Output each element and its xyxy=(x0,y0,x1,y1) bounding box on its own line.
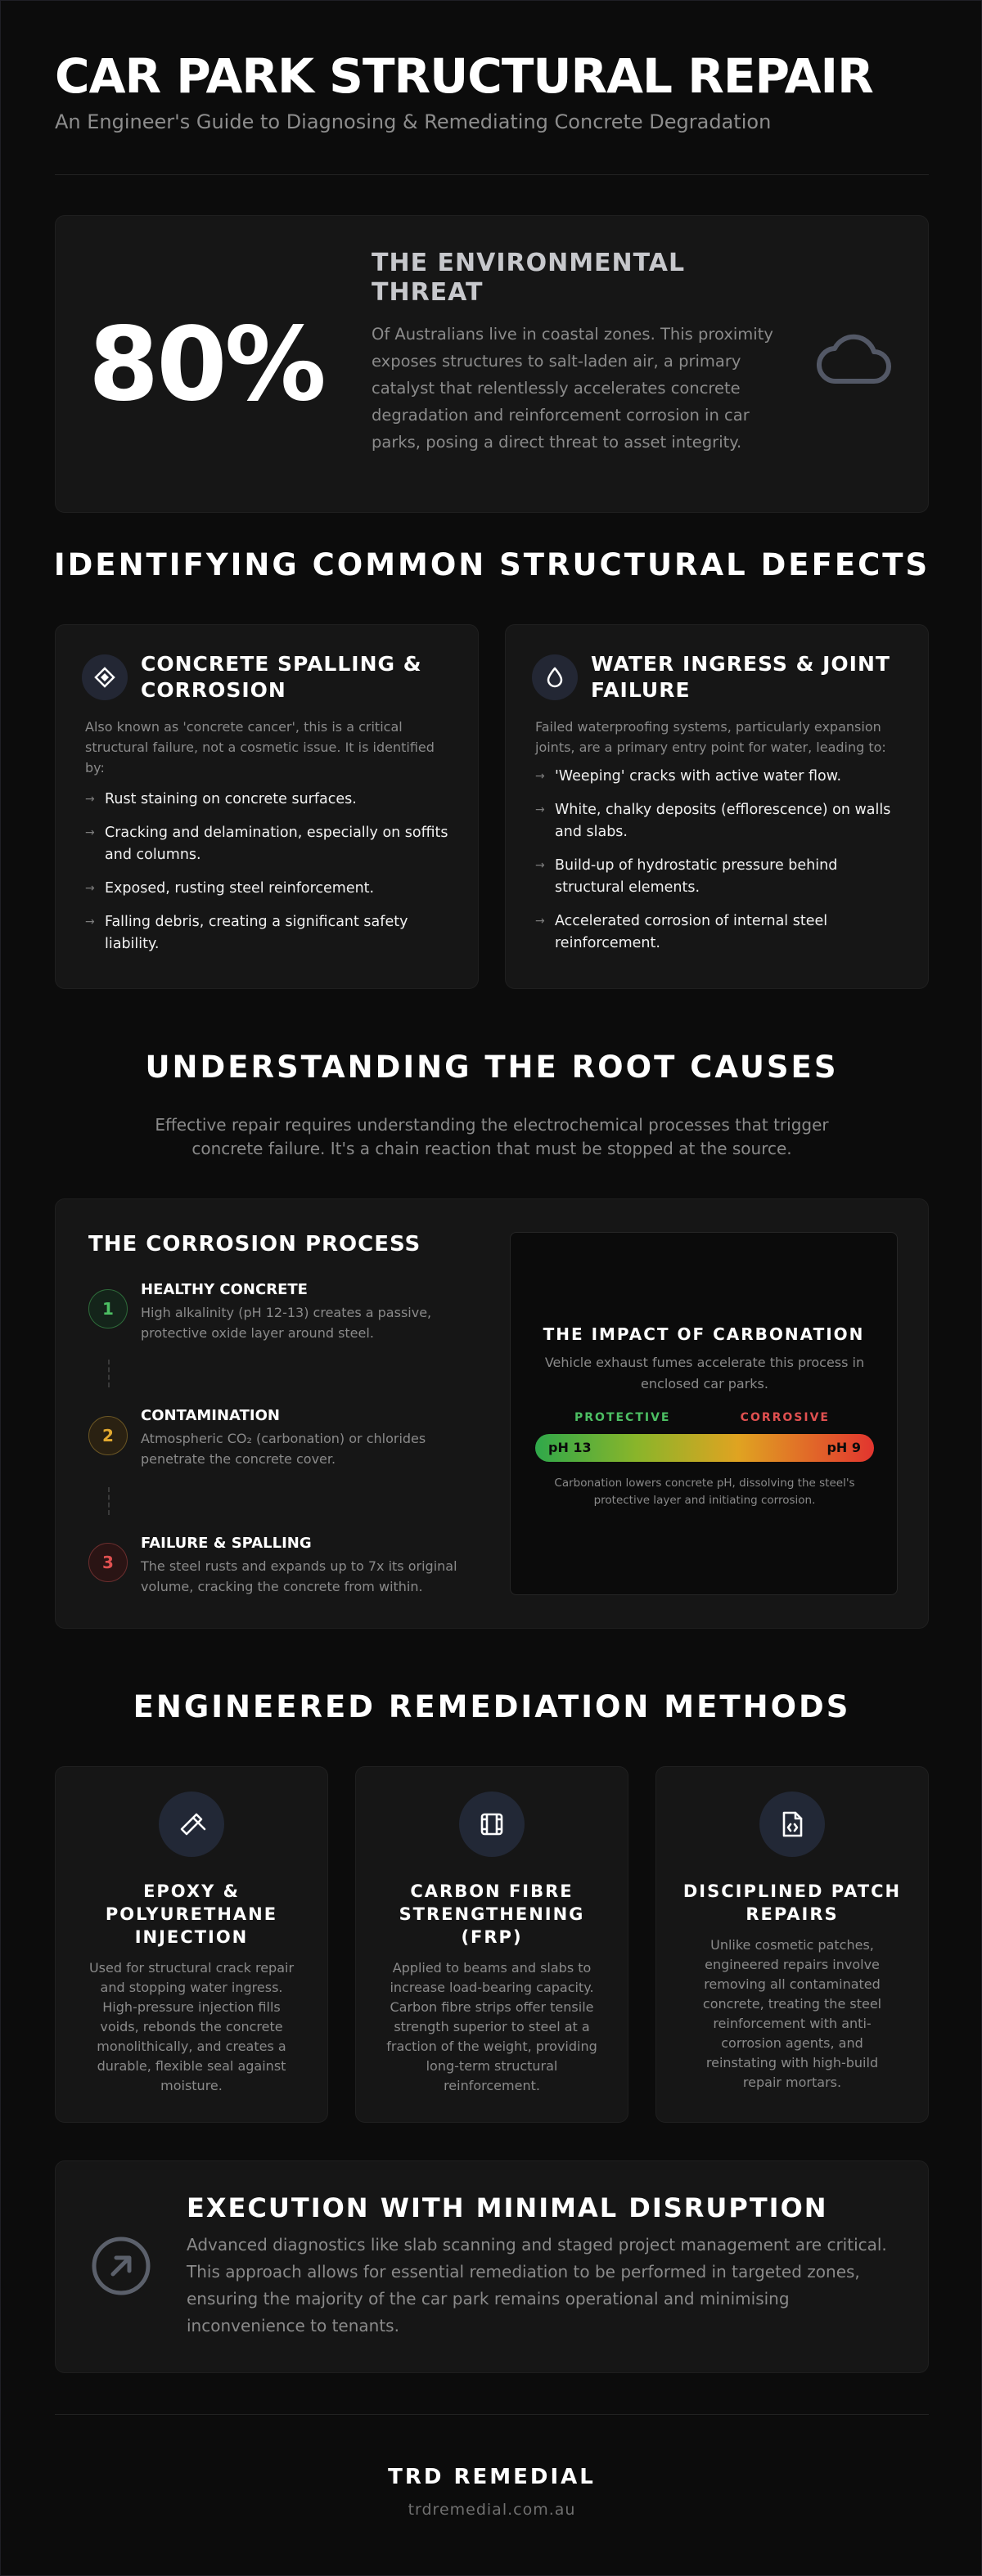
carbonation-panel xyxy=(510,1232,898,1595)
method-body: Unlike cosmetic patches, engineered repairs involve removing all contaminated concrete, treating the steel reinforcement with anti-corrosion agents, and reinstating with high-build repair mortars. xyxy=(702,1937,882,2090)
defect-card-water xyxy=(505,624,929,989)
page-title: CAR PARK STRUCTURAL REPAIR xyxy=(55,48,873,104)
list-item: → Cracking and delamination, especially on soffits and columns. xyxy=(85,822,453,866)
list-item: → White, chalky deposits (efflorescence) on walls and slabs. xyxy=(535,799,903,843)
threat-stat: 80% xyxy=(88,306,324,424)
cloud-icon xyxy=(817,330,894,391)
step-number: 1 xyxy=(88,1289,128,1328)
threat-heading: THE ENVIRONMENTAL THREAT xyxy=(372,249,686,307)
step-desc: The steel rusts and expands up to 7x its original volume, cracking the concrete from within. xyxy=(141,1558,457,1594)
arrow-right-icon: → xyxy=(535,915,545,928)
footer-company: TRD REMEDIAL xyxy=(388,2465,596,2489)
threat-body: Of Australians live in coastal zones. This proximity exposes structures to salt-laden air, a primary catalyst that relentlessly accelerates concrete degradation and reinforcement corrosion in car parks, posing a direct threat to asset integrity. xyxy=(372,325,773,452)
method-title: EPOXY & POLYURETHANE INJECTION xyxy=(105,1881,278,1947)
defect-card-spalling xyxy=(55,624,479,989)
list-item: → 'Weeping' cracks with active water flow. xyxy=(535,766,903,788)
ph-low-label: pH 9 xyxy=(827,1440,861,1455)
execution-heading: EXECUTION WITH MINIMAL DISRUPTION xyxy=(187,2192,828,2223)
method-body: Applied to beams and slabs to increase load-bearing capacity. Carbon fibre strips offer tensile strength superior to steel at a fraction of the weight, providing long-term structural reinforcement. xyxy=(386,1960,597,2093)
method-title: DISCIPLINED PATCH REPAIRS xyxy=(682,1881,902,1924)
arrow-right-icon: → xyxy=(535,803,545,816)
carbonation-note: Carbonation lowers concrete pH, dissolving the steel's protective layer and initiating corrosion. xyxy=(554,1477,855,1507)
droplet-icon xyxy=(532,654,578,700)
list-item: → Rust staining on concrete surfaces. xyxy=(85,789,453,811)
method-card-injection xyxy=(55,1766,328,2123)
defect-intro: Failed waterproofing systems, particularly expansion joints, are a primary entry point for water, leading to: xyxy=(535,719,886,755)
arrow-right-icon: → xyxy=(85,826,95,839)
step-connector-1 xyxy=(108,1360,110,1387)
defects-heading: IDENTIFYING COMMON STRUCTURAL DEFECTS xyxy=(53,547,930,582)
arrow-right-icon: → xyxy=(535,859,545,872)
step-title: FAILURE & SPALLING xyxy=(141,1535,312,1552)
arrow-right-icon: → xyxy=(535,770,545,783)
execution-body: Advanced diagnostics like slab scanning and staged project management are critical. This approach allows for essential remediation to be performed in targeted zones, ensuring the majority of the car park remains operational and minimising inconvenience to tenants. xyxy=(187,2235,887,2335)
arrow-right-icon: → xyxy=(85,882,95,895)
root-causes-intro: Effective repair requires understanding the electrochemical processes that trigger concrete failure. It's a chain reaction that must be stopped at the source. xyxy=(155,1115,829,1158)
step-connector-2 xyxy=(108,1487,110,1515)
list-item: → Exposed, rusting steel reinforcement. xyxy=(85,878,453,900)
arrow-right-icon: → xyxy=(85,793,95,806)
arrow-right-icon: → xyxy=(85,915,95,928)
method-body: Used for structural crack repair and stopping water ingress. High-pressure injection fills voids, rebonds the concrete monolithically, and creates a durable, flexible seal against moisture. xyxy=(88,1960,295,2093)
step-title: CONTAMINATION xyxy=(141,1407,280,1424)
defect-list xyxy=(85,789,453,967)
defect-title: WATER INGRESS & JOINT FAILURE xyxy=(591,652,890,702)
step-number: 2 xyxy=(88,1416,128,1455)
corrosion-card xyxy=(55,1198,929,1629)
tag-icon xyxy=(82,654,128,700)
list-item: → Accelerated corrosion of internal steel reinforcement. xyxy=(535,910,903,955)
corrosive-label: CORROSIVE xyxy=(740,1411,830,1424)
list-item: → Falling debris, creating a significant safety liability. xyxy=(85,911,453,955)
arrow-up-right-circle-icon xyxy=(90,2235,152,2300)
list-item: → Build-up of hydrostatic pressure behind structural elements. xyxy=(535,855,903,899)
grid-frame-icon xyxy=(459,1792,525,1857)
hammer-icon xyxy=(159,1792,224,1857)
ph-high-label: pH 13 xyxy=(548,1440,592,1455)
remediation-heading: ENGINEERED REMEDIATION METHODS xyxy=(133,1689,851,1724)
root-causes-heading: UNDERSTANDING THE ROOT CAUSES xyxy=(145,1050,839,1085)
carbonation-heading: THE IMPACT OF CARBONATION xyxy=(543,1324,865,1344)
page-subtitle: An Engineer's Guide to Diagnosing & Remediating Concrete Degradation xyxy=(55,110,772,133)
carbonation-body: Vehicle exhaust fumes accelerate this process in enclosed car parks. xyxy=(544,1355,865,1391)
footer-url-link[interactable]: trdremedial.com.au xyxy=(408,2501,576,2519)
threat-card xyxy=(55,215,929,513)
defect-title: CONCRETE SPALLING & CORROSION xyxy=(141,652,422,702)
step-desc: Atmospheric CO₂ (carbonation) or chlorides penetrate the concrete cover. xyxy=(141,1431,426,1467)
step-number: 3 xyxy=(88,1543,128,1582)
execution-card xyxy=(55,2160,929,2373)
defect-list xyxy=(535,766,903,966)
step-desc: High alkalinity (pH 12-13) creates a passive, protective oxide layer around steel. xyxy=(141,1305,432,1341)
method-card-patch xyxy=(655,1766,929,2123)
code-file-icon xyxy=(759,1792,825,1857)
ph-scale-bar xyxy=(535,1434,874,1462)
method-title: CARBON FIBRE STRENGTHENING (FRP) xyxy=(399,1881,585,1947)
corrosion-process-heading: THE CORROSION PROCESS xyxy=(88,1232,421,1257)
method-card-frp xyxy=(355,1766,628,2123)
step-title: HEALTHY CONCRETE xyxy=(141,1281,308,1298)
header-divider xyxy=(55,174,929,175)
defect-intro: Also known as 'concrete cancer', this is a critical structural failure, not a cosmetic issue. It is identified by: xyxy=(85,719,435,775)
protective-label: PROTECTIVE xyxy=(574,1411,671,1424)
footer-divider xyxy=(55,2414,929,2415)
